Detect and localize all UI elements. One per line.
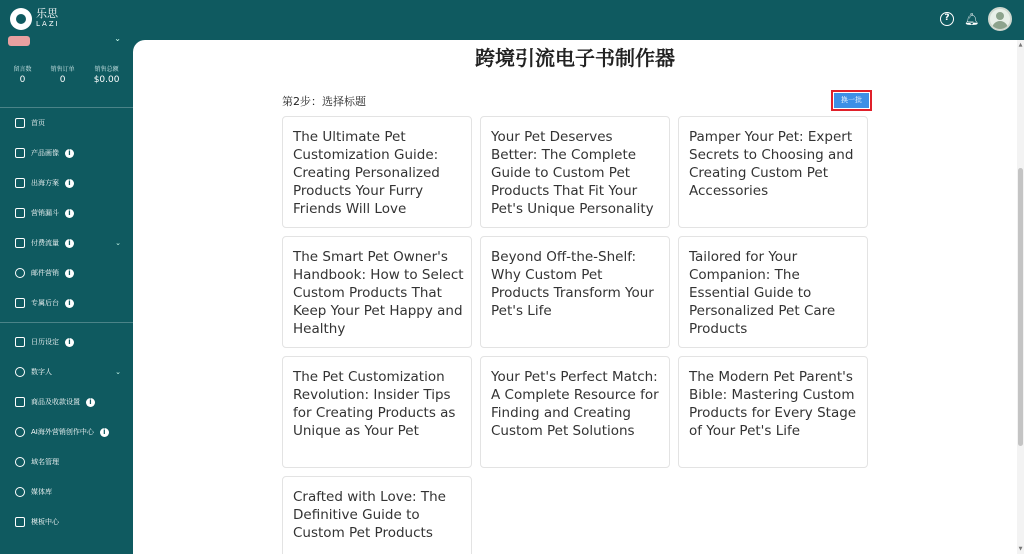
sidebar-item-label: 首页 [31, 119, 45, 127]
sidebar-item[interactable] [0, 138, 133, 168]
title-option-card[interactable]: Pamper Your Pet: Expert Secrets to Choosing and Creating Custom Pet Accessories [678, 116, 868, 228]
sidebar-item-label: 日历设定 [31, 338, 59, 346]
globe-icon [15, 457, 25, 467]
chevron-down-icon: ⌄ [114, 34, 121, 43]
sidebar-item-label: 域名管理 [31, 458, 59, 466]
logo-icon [10, 8, 32, 30]
title-option-card[interactable]: The Smart Pet Owner's Handbook: How to Select Custom Products That Keep Your Pet Happy and Healthy [282, 236, 472, 348]
title-option-card[interactable]: Crafted with Love: The Definitive Guide to Custom Pet Products [282, 476, 472, 554]
home-icon [15, 118, 25, 128]
logo-text: 乐思 [36, 7, 58, 20]
edit-icon [15, 148, 25, 158]
sidebar-item-label: 模板中心 [31, 518, 59, 526]
stat-item [51, 64, 75, 107]
main-panel [133, 40, 1024, 554]
funnel-icon [15, 208, 25, 218]
stat-label: 销售订单 [50, 66, 75, 73]
sidebar-item-label: 数字人 [31, 368, 52, 376]
sidebar-item[interactable] [0, 288, 133, 318]
sidebar-item[interactable] [0, 417, 133, 447]
sidebar-item[interactable] [0, 327, 133, 357]
sidebar-item-label: 专属后台 [31, 299, 59, 307]
store-selector[interactable] [0, 34, 133, 56]
stat-value: $0.00 [93, 75, 120, 85]
sidebar-item[interactable] [0, 507, 133, 537]
stat-value: 0 [19, 75, 26, 85]
stat-label: 留言数 [13, 66, 32, 73]
sidebar-item[interactable] [0, 258, 133, 288]
chevron-down-icon: ⌄ [115, 239, 121, 247]
sidebar-item[interactable] [0, 108, 133, 138]
sidebar-item[interactable] [0, 477, 133, 507]
grid-icon [15, 517, 25, 527]
chevron-down-icon: ⌄ [115, 368, 121, 376]
sidebar-item[interactable] [0, 168, 133, 198]
scrollbar[interactable] [1017, 40, 1024, 554]
calendar-icon [15, 337, 25, 347]
sidebar-menu-bottom [0, 327, 133, 537]
stat-label: 销售总额 [94, 66, 119, 73]
sidebar-item-label: 商品及收款设置 [31, 398, 80, 406]
sidebar-item[interactable] [0, 447, 133, 477]
bell-icon[interactable]: 🔔︎ [964, 12, 980, 26]
stat-item [94, 64, 120, 107]
title-option-card[interactable]: The Ultimate Pet Customization Guide: Creating Personalized Products Your Furry Friends Will Love [282, 116, 472, 228]
sidebar [0, 34, 133, 554]
sidebar-item-label: 出海方案 [31, 179, 59, 187]
info-icon[interactable]: i [65, 179, 74, 188]
info-icon[interactable]: i [65, 239, 74, 248]
app-logo[interactable] [10, 8, 60, 30]
sidebar-divider [0, 322, 133, 323]
sidebar-stats [0, 56, 133, 108]
stat-item [14, 64, 32, 107]
sidebar-item-label: 营销漏斗 [31, 209, 59, 217]
mail-icon [15, 268, 25, 278]
info-icon[interactable]: i [65, 299, 74, 308]
sidebar-item-label: 邮件营销 [31, 269, 59, 277]
scrollbar-thumb[interactable] [1018, 168, 1023, 446]
title-option-card[interactable]: Your Pet Deserves Better: The Complete Guide to Custom Pet Products That Fit Your Pet's Unique Personality [480, 116, 670, 228]
sidebar-menu-top [0, 108, 133, 318]
refresh-batch-label: 换一批 [834, 93, 869, 108]
logo-subtext: LAZI [36, 20, 60, 28]
info-icon[interactable]: i [100, 428, 109, 437]
sidebar-item-label: 媒体库 [31, 488, 52, 496]
page-title: 跨境引流电子书制作器 [475, 46, 675, 70]
sidebar-item[interactable] [0, 228, 133, 258]
step-label: 第2步：选择标题 [282, 95, 366, 108]
stat-value: 0 [59, 75, 66, 85]
dashboard-icon [15, 298, 25, 308]
title-option-card[interactable]: The Modern Pet Parent's Bible: Mastering Custom Products for Every Stage of Your Pet's Life [678, 356, 868, 468]
title-option-card[interactable]: Beyond Off-the-Shelf: Why Custom Pet Products Transform Your Pet's Life [480, 236, 670, 348]
user-icon [15, 367, 25, 377]
scroll-down-icon[interactable]: ▼ [1018, 546, 1023, 552]
help-icon[interactable]: ? [940, 12, 954, 26]
top-bar [0, 0, 1024, 40]
sidebar-item[interactable] [0, 357, 133, 387]
sidebar-item[interactable] [0, 387, 133, 417]
sidebar-item[interactable] [0, 198, 133, 228]
title-option-card[interactable]: Your Pet's Perfect Match: A Complete Resource for Finding and Creating Custom Pet Solutions [480, 356, 670, 468]
title-option-card[interactable]: The Pet Customization Revolution: Insider Tips for Creating Products as Unique as Your Pet [282, 356, 472, 468]
top-icons [940, 7, 1012, 31]
info-icon[interactable]: i [65, 209, 74, 218]
scroll-up-icon[interactable]: ▲ [1018, 42, 1023, 48]
chart-icon [15, 178, 25, 188]
store-badge [8, 36, 30, 46]
ai-icon [15, 427, 25, 437]
sidebar-item-label: AI海外营销创作中心 [31, 428, 94, 436]
avatar[interactable] [988, 7, 1012, 31]
title-option-card[interactable]: Tailored for Your Companion: The Essential Guide to Personalized Pet Care Products [678, 236, 868, 348]
bar-chart-icon [15, 238, 25, 248]
info-icon[interactable]: i [86, 398, 95, 407]
refresh-batch-button[interactable] [831, 90, 872, 111]
info-icon[interactable]: i [65, 149, 74, 158]
card-icon [15, 397, 25, 407]
info-icon[interactable]: i [65, 338, 74, 347]
sidebar-item-label: 产品画像 [31, 149, 59, 157]
sidebar-item-label: 付费流量 [31, 239, 59, 247]
info-icon[interactable]: i [65, 269, 74, 278]
media-icon [15, 487, 25, 497]
